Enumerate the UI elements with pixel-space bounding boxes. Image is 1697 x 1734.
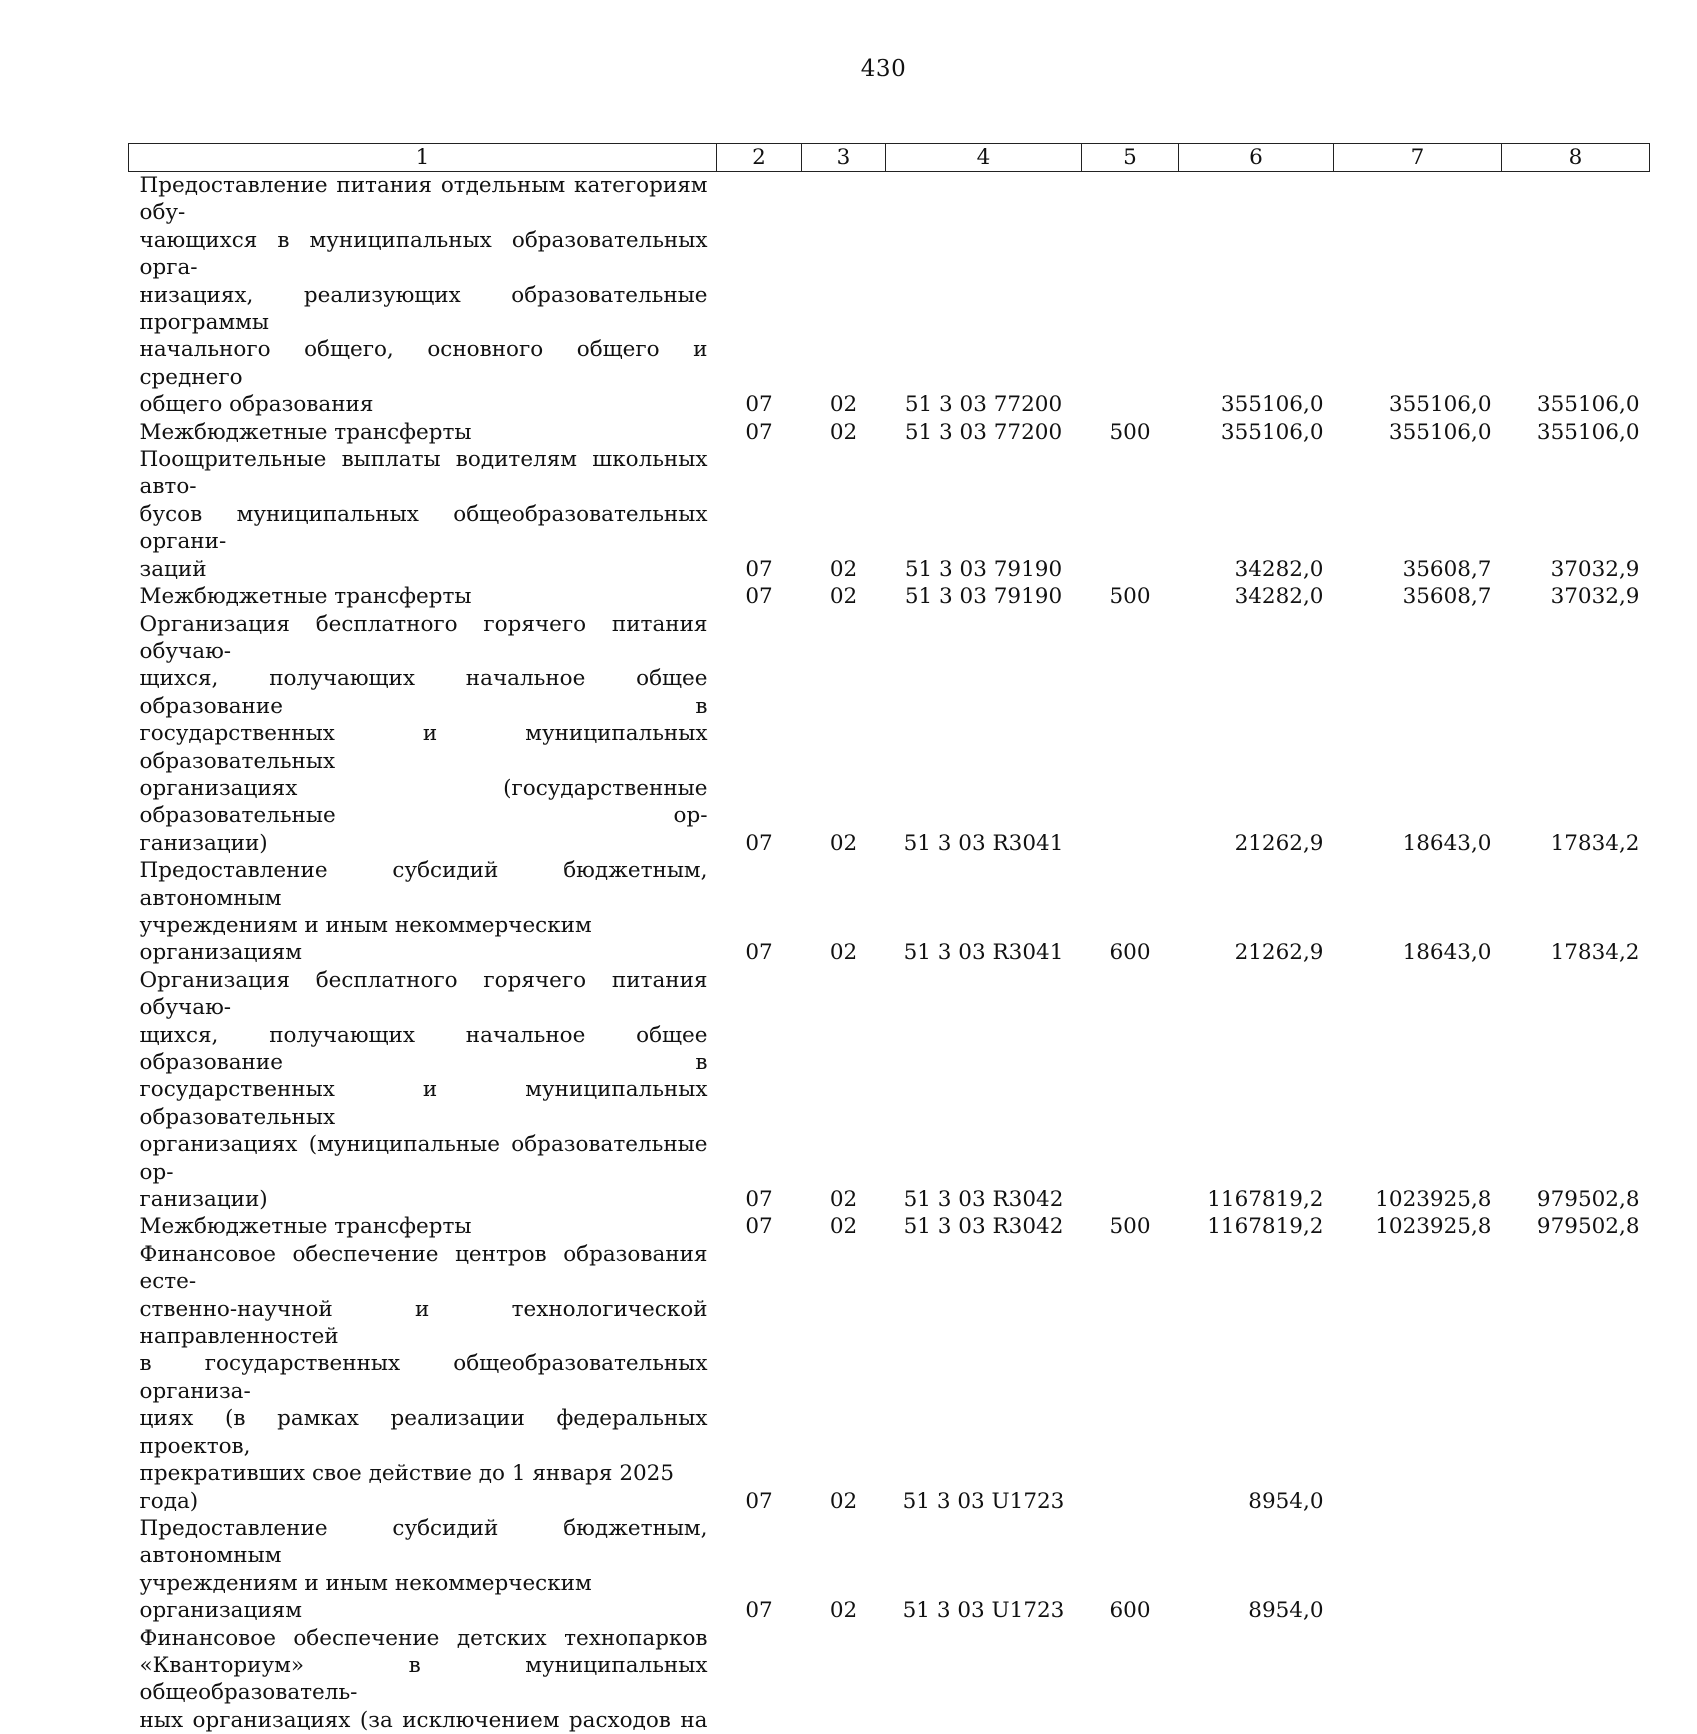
description-line: в государственных общеобразовательных организа- bbox=[140, 1350, 708, 1405]
cell-target-code: 51 3 03 R3041 bbox=[886, 611, 1082, 858]
description-line: государственных и муниципальных образовательных bbox=[140, 720, 708, 775]
cell-expense-type: 600 bbox=[1082, 1515, 1179, 1625]
table-row bbox=[129, 583, 1650, 610]
cell-amount-year1: 34282,0 bbox=[1179, 446, 1334, 583]
header-col-8: 8 bbox=[1502, 144, 1650, 172]
cell-amount-year3: 979502,8 bbox=[1502, 967, 1650, 1214]
description-line: щихся, получающих начальное общее образование в bbox=[140, 1022, 708, 1077]
cell-subsection: 02 bbox=[802, 583, 886, 610]
cell-subsection: 02 bbox=[802, 419, 886, 446]
description-line: циях (в рамках реализации федеральных проектов, bbox=[140, 1405, 708, 1460]
cell-amount-year3 bbox=[1502, 1515, 1650, 1625]
table-row bbox=[129, 419, 1650, 446]
description-line: учреждениям и иным некоммерческим организациям bbox=[140, 1570, 708, 1625]
cell-section bbox=[717, 1625, 802, 1734]
table-body bbox=[129, 172, 1650, 1734]
cell-expense-type: 500 bbox=[1082, 583, 1179, 610]
description-line: начального общего, основного общего и среднего bbox=[140, 336, 708, 391]
description-line: Финансовое обеспечение детских технопарков bbox=[140, 1625, 708, 1652]
cell-amount-year3: 355106,0 bbox=[1502, 419, 1650, 446]
cell-amount-year2: 1023925,8 bbox=[1334, 1213, 1502, 1240]
description-line: чающихся в муниципальных образовательных орга- bbox=[140, 227, 708, 282]
header-col-7: 7 bbox=[1334, 144, 1502, 172]
budget-table bbox=[128, 143, 1650, 1734]
header-col-6: 6 bbox=[1179, 144, 1334, 172]
cell-target-code: 51 3 03 79190 bbox=[886, 583, 1082, 610]
cell-subsection: 02 bbox=[802, 611, 886, 858]
cell-amount-year2 bbox=[1334, 1625, 1502, 1734]
cell-description bbox=[129, 1241, 717, 1515]
description-line: Межбюджетные трансферты bbox=[140, 419, 708, 446]
cell-target-code: 51 3 03 77200 bbox=[886, 419, 1082, 446]
cell-section: 07 bbox=[717, 1515, 802, 1625]
cell-amount-year2 bbox=[1334, 1515, 1502, 1625]
description-line: учреждениям и иным некоммерческим организациям bbox=[140, 912, 708, 967]
cell-subsection: 02 bbox=[802, 1241, 886, 1515]
cell-amount-year1: 1167819,2 bbox=[1179, 967, 1334, 1214]
cell-description bbox=[129, 1213, 717, 1240]
cell-amount-year1: 8954,0 bbox=[1179, 1241, 1334, 1515]
table-row bbox=[129, 1213, 1650, 1240]
cell-description bbox=[129, 1625, 717, 1734]
cell-section: 07 bbox=[717, 446, 802, 583]
cell-amount-year3: 37032,9 bbox=[1502, 583, 1650, 610]
cell-subsection: 02 bbox=[802, 446, 886, 583]
cell-amount-year1: 21262,9 bbox=[1179, 857, 1334, 967]
cell-expense-type: 500 bbox=[1082, 419, 1179, 446]
cell-amount-year2: 355106,0 bbox=[1334, 419, 1502, 446]
cell-amount-year1: 1167819,2 bbox=[1179, 1213, 1334, 1240]
description-line: прекративших свое действие до 1 января 2025 года) bbox=[140, 1460, 708, 1515]
cell-amount-year1 bbox=[1179, 1625, 1334, 1734]
cell-section: 07 bbox=[717, 1241, 802, 1515]
cell-description bbox=[129, 583, 717, 610]
description-line: «Кванториум» в муниципальных общеобразователь- bbox=[140, 1652, 708, 1707]
description-line: Организация бесплатного горячего питания обучаю- bbox=[140, 967, 708, 1022]
cell-description bbox=[129, 857, 717, 967]
cell-description bbox=[129, 419, 717, 446]
cell-expense-type bbox=[1082, 172, 1179, 419]
description-line: Предоставление субсидий бюджетным, автономным bbox=[140, 857, 708, 912]
cell-target-code: 51 3 03 R3042 bbox=[886, 1213, 1082, 1240]
cell-subsection bbox=[802, 1625, 886, 1734]
cell-target-code: 51 3 03 U1723 bbox=[886, 1515, 1082, 1625]
cell-section: 07 bbox=[717, 172, 802, 419]
cell-target-code bbox=[886, 1625, 1082, 1734]
cell-amount-year3: 17834,2 bbox=[1502, 857, 1650, 967]
description-line: заций bbox=[140, 556, 708, 583]
cell-target-code: 51 3 03 U1723 bbox=[886, 1241, 1082, 1515]
cell-target-code: 51 3 03 79190 bbox=[886, 446, 1082, 583]
cell-amount-year2: 35608,7 bbox=[1334, 446, 1502, 583]
description-line: Межбюджетные трансферты bbox=[140, 583, 708, 610]
cell-amount-year3: 979502,8 bbox=[1502, 1213, 1650, 1240]
cell-amount-year1: 21262,9 bbox=[1179, 611, 1334, 858]
table-row bbox=[129, 1625, 1650, 1734]
cell-subsection: 02 bbox=[802, 967, 886, 1214]
table-row bbox=[129, 446, 1650, 583]
cell-section: 07 bbox=[717, 1213, 802, 1240]
header-col-3: 3 bbox=[802, 144, 886, 172]
cell-expense-type bbox=[1082, 446, 1179, 583]
cell-amount-year2: 1023925,8 bbox=[1334, 967, 1502, 1214]
header-col-1: 1 bbox=[129, 144, 717, 172]
table-row bbox=[129, 857, 1650, 967]
table-row bbox=[129, 1515, 1650, 1625]
cell-target-code: 51 3 03 77200 bbox=[886, 172, 1082, 419]
table-row bbox=[129, 611, 1650, 858]
cell-expense-type: 600 bbox=[1082, 857, 1179, 967]
cell-amount-year1: 355106,0 bbox=[1179, 172, 1334, 419]
table-row bbox=[129, 1241, 1650, 1515]
cell-expense-type bbox=[1082, 611, 1179, 858]
description-line: щихся, получающих начальное общее образование в bbox=[140, 665, 708, 720]
cell-section: 07 bbox=[717, 583, 802, 610]
cell-description bbox=[129, 172, 717, 419]
cell-amount-year3: 355106,0 bbox=[1502, 172, 1650, 419]
header-col-5: 5 bbox=[1082, 144, 1179, 172]
cell-subsection: 02 bbox=[802, 857, 886, 967]
description-line: Межбюджетные трансферты bbox=[140, 1213, 708, 1240]
cell-expense-type bbox=[1082, 1625, 1179, 1734]
cell-amount-year2: 355106,0 bbox=[1334, 172, 1502, 419]
description-line: Предоставление питания отдельным категориям обу- bbox=[140, 172, 708, 227]
description-line: Финансовое обеспечение центров образования есте- bbox=[140, 1241, 708, 1296]
description-line: Предоставление субсидий бюджетным, автономным bbox=[140, 1515, 708, 1570]
cell-amount-year3: 17834,2 bbox=[1502, 611, 1650, 858]
description-line: Организация бесплатного горячего питания обучаю- bbox=[140, 611, 708, 666]
cell-description bbox=[129, 611, 717, 858]
cell-expense-type bbox=[1082, 967, 1179, 1214]
cell-subsection: 02 bbox=[802, 172, 886, 419]
cell-section: 07 bbox=[717, 419, 802, 446]
cell-amount-year1: 34282,0 bbox=[1179, 583, 1334, 610]
cell-section: 07 bbox=[717, 967, 802, 1214]
cell-amount-year2: 18643,0 bbox=[1334, 611, 1502, 858]
description-line: ганизации) bbox=[140, 830, 708, 857]
cell-section: 07 bbox=[717, 611, 802, 858]
cell-subsection: 02 bbox=[802, 1515, 886, 1625]
description-line: низациях, реализующих образовательные программы bbox=[140, 282, 708, 337]
header-col-4: 4 bbox=[886, 144, 1082, 172]
cell-description bbox=[129, 1515, 717, 1625]
cell-amount-year3 bbox=[1502, 1625, 1650, 1734]
cell-expense-type: 500 bbox=[1082, 1213, 1179, 1240]
table-row bbox=[129, 172, 1650, 419]
cell-amount-year1: 8954,0 bbox=[1179, 1515, 1334, 1625]
table-header-row bbox=[129, 144, 1650, 172]
description-line: ных организациях (за исключением расходов на bbox=[140, 1707, 708, 1734]
cell-target-code: 51 3 03 R3041 bbox=[886, 857, 1082, 967]
cell-amount-year2: 35608,7 bbox=[1334, 583, 1502, 610]
cell-section: 07 bbox=[717, 857, 802, 967]
description-line: организациях (муниципальные образовательные ор- bbox=[140, 1131, 708, 1186]
cell-amount-year2 bbox=[1334, 1241, 1502, 1515]
description-line: Поощрительные выплаты водителям школьных авто- bbox=[140, 446, 708, 501]
cell-subsection: 02 bbox=[802, 1213, 886, 1240]
description-line: организациях (государственные образовательные ор- bbox=[140, 775, 708, 830]
description-line: ственно-научной и технологической направленностей bbox=[140, 1296, 708, 1351]
cell-expense-type bbox=[1082, 1241, 1179, 1515]
table-row bbox=[129, 967, 1650, 1214]
description-line: ганизации) bbox=[140, 1186, 708, 1213]
cell-amount-year3: 37032,9 bbox=[1502, 446, 1650, 583]
header-col-2: 2 bbox=[717, 144, 802, 172]
description-line: государственных и муниципальных образовательных bbox=[140, 1076, 708, 1131]
cell-target-code: 51 3 03 R3042 bbox=[886, 967, 1082, 1214]
description-line: бусов муниципальных общеобразовательных органи- bbox=[140, 501, 708, 556]
cell-description bbox=[129, 446, 717, 583]
page-number: 430 bbox=[0, 56, 1697, 82]
description-line: общего образования bbox=[140, 391, 708, 418]
cell-amount-year2: 18643,0 bbox=[1334, 857, 1502, 967]
cell-amount-year3 bbox=[1502, 1241, 1650, 1515]
cell-description bbox=[129, 967, 717, 1214]
cell-amount-year1: 355106,0 bbox=[1179, 419, 1334, 446]
